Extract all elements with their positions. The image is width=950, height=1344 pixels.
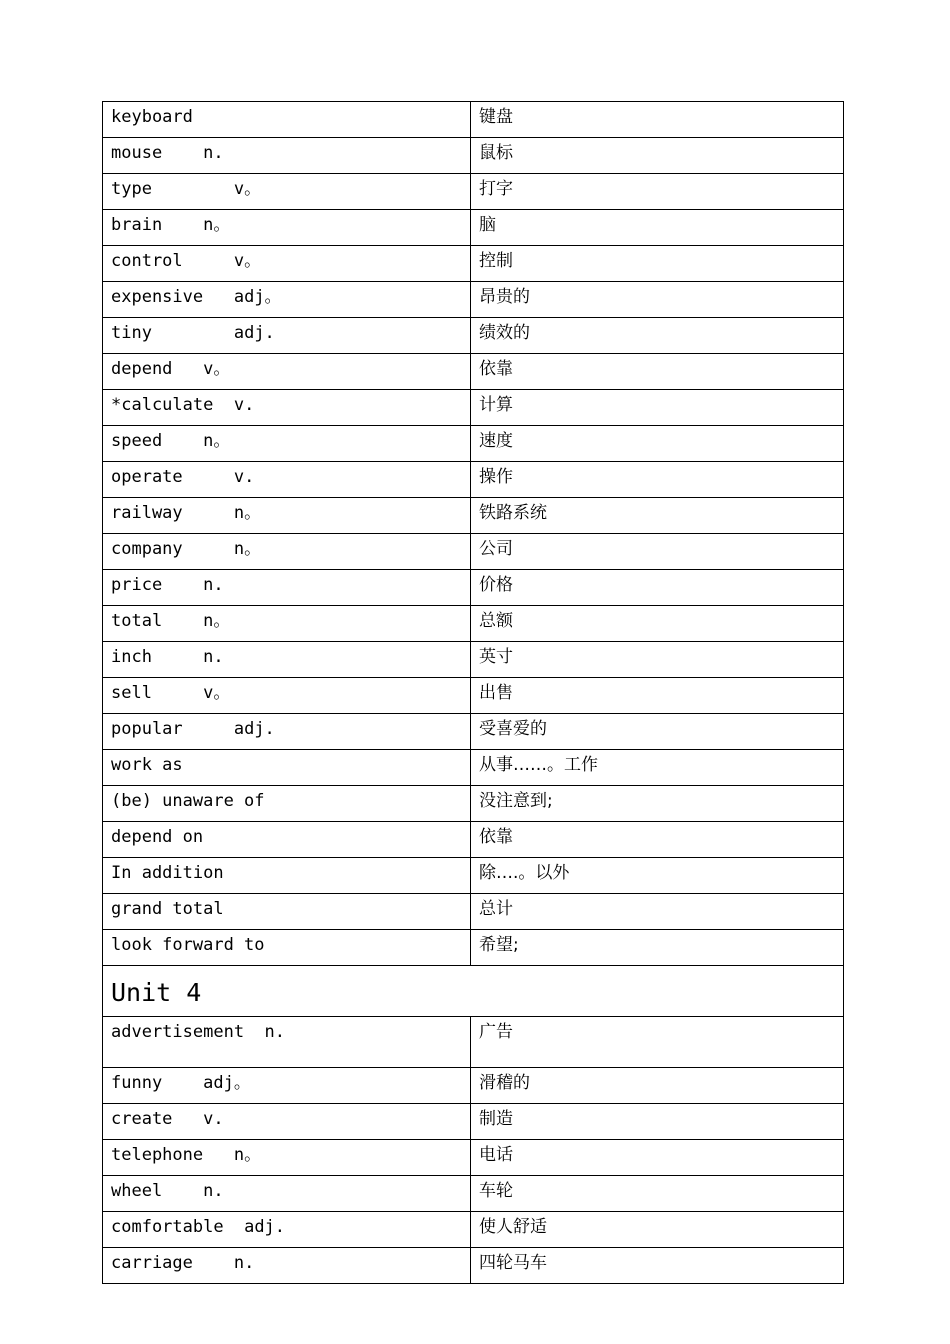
vocab-word-cell [103, 1176, 471, 1212]
vocab-part-of-speech: n。 [233, 1145, 262, 1165]
vocab-word-cell [103, 354, 471, 390]
vocab-word: (be) unaware of [111, 791, 265, 811]
vocab-meaning: 英寸 [471, 642, 844, 678]
vocab-meaning: 铁路系统 [471, 498, 844, 534]
vocab-word: inch [111, 647, 152, 667]
vocab-row [103, 318, 844, 354]
vocab-word: popular [111, 719, 183, 739]
vocab-word: depend on [111, 827, 204, 847]
vocab-part-of-speech: v。 [203, 683, 231, 703]
vocab-row [103, 606, 844, 642]
vocab-part-of-speech: adj。 [203, 1073, 251, 1093]
vocab-word-cell [103, 102, 471, 138]
vocab-meaning: 受喜爱的 [471, 714, 844, 750]
unit-heading-row [103, 966, 844, 1017]
vocab-meaning: 公司 [471, 534, 844, 570]
vocab-word: speed [111, 431, 163, 451]
vocab-meaning: 键盘 [471, 102, 844, 138]
vocab-meaning: 希望; [471, 930, 844, 966]
vocab-part-of-speech: n. [203, 143, 224, 163]
vocab-word-cell [103, 930, 471, 966]
vocab-meaning: 滑稽的 [471, 1068, 844, 1104]
vocab-word: telephone [111, 1145, 204, 1165]
vocab-word-cell [103, 894, 471, 930]
vocab-word-cell [103, 1212, 471, 1248]
vocab-meaning: 昂贵的 [471, 282, 844, 318]
vocab-word-cell [103, 426, 471, 462]
vocab-part-of-speech: v。 [203, 359, 231, 379]
unit-heading: Unit 4 [103, 966, 844, 1017]
vocab-meaning: 打字 [471, 174, 844, 210]
vocab-word: sell [111, 683, 152, 703]
vocab-row [103, 1248, 844, 1284]
vocab-row [103, 678, 844, 714]
vocab-row [103, 822, 844, 858]
vocab-word-cell [103, 1140, 471, 1176]
vocab-word: work as [111, 755, 183, 775]
vocab-word-cell [103, 390, 471, 426]
vocab-row [103, 1176, 844, 1212]
vocab-word-cell [103, 210, 471, 246]
vocab-word-cell [103, 822, 471, 858]
vocab-meaning: 鼠标 [471, 138, 844, 174]
vocab-row [103, 390, 844, 426]
vocab-row [103, 174, 844, 210]
vocab-word: funny [111, 1073, 163, 1093]
vocab-row [103, 786, 844, 822]
vocab-meaning: 速度 [471, 426, 844, 462]
vocab-part-of-speech: v. [203, 1109, 224, 1129]
vocabulary-table [102, 101, 844, 1284]
vocab-part-of-speech: v. [233, 467, 255, 487]
vocab-word-cell [103, 606, 471, 642]
vocab-word: mouse [111, 143, 163, 163]
vocab-meaning: 除….。以外 [471, 858, 844, 894]
vocab-row [103, 534, 844, 570]
vocab-meaning: 脑 [471, 210, 844, 246]
vocab-row [103, 1140, 844, 1176]
vocab-part-of-speech: adj。 [233, 287, 282, 307]
vocab-meaning: 依靠 [471, 354, 844, 390]
vocab-row [103, 894, 844, 930]
vocab-meaning: 绩效的 [471, 318, 844, 354]
vocab-word-cell [103, 714, 471, 750]
vocab-word: grand total [111, 899, 224, 919]
vocabulary-table-body [103, 102, 844, 1284]
vocab-part-of-speech: n. [203, 575, 224, 595]
vocab-word-cell [103, 642, 471, 678]
vocab-part-of-speech: n。 [233, 503, 262, 523]
vocab-word-cell [103, 174, 471, 210]
vocab-part-of-speech: n。 [203, 215, 231, 235]
vocab-word: advertisement [111, 1022, 245, 1042]
vocab-word: company [111, 539, 183, 559]
vocab-meaning: 操作 [471, 462, 844, 498]
vocab-part-of-speech: n。 [233, 539, 262, 559]
vocab-word: depend [111, 359, 173, 379]
vocab-word: comfortable [111, 1217, 224, 1237]
vocab-row [103, 1068, 844, 1104]
vocab-word: railway [111, 503, 183, 523]
vocab-word: tiny [111, 323, 152, 343]
vocab-meaning: 使人舒适 [471, 1212, 844, 1248]
vocab-meaning: 没注意到; [471, 786, 844, 822]
vocab-word-cell [103, 318, 471, 354]
vocab-meaning: 总计 [471, 894, 844, 930]
vocab-row [103, 1017, 844, 1068]
vocab-word: create [111, 1109, 173, 1129]
vocab-meaning: 从事……。工作 [471, 750, 844, 786]
vocab-meaning: 电话 [471, 1140, 844, 1176]
vocab-part-of-speech: n. [203, 647, 224, 667]
vocab-meaning: 车轮 [471, 1176, 844, 1212]
vocab-row [103, 462, 844, 498]
vocabulary-sheet [102, 101, 843, 1284]
vocab-meaning: 计算 [471, 390, 844, 426]
vocab-part-of-speech: v。 [233, 179, 262, 199]
vocab-word-cell [103, 678, 471, 714]
vocab-word: wheel [111, 1181, 163, 1201]
vocab-meaning: 广告 [471, 1017, 844, 1068]
vocab-word: carriage [111, 1253, 193, 1273]
vocab-row [103, 282, 844, 318]
vocab-word-cell [103, 498, 471, 534]
vocab-meaning: 总额 [471, 606, 844, 642]
vocab-word: price [111, 575, 163, 595]
vocab-word-cell [103, 1017, 471, 1068]
vocab-word: *calculate [111, 395, 214, 415]
vocab-meaning: 控制 [471, 246, 844, 282]
vocab-part-of-speech: n. [264, 1022, 286, 1042]
vocab-part-of-speech: adj. [233, 323, 275, 343]
vocab-row [103, 858, 844, 894]
vocab-row [103, 354, 844, 390]
vocab-row [103, 930, 844, 966]
vocab-row [103, 750, 844, 786]
vocab-word-cell [103, 462, 471, 498]
vocab-word-cell [103, 570, 471, 606]
vocab-word-cell [103, 786, 471, 822]
vocab-row [103, 138, 844, 174]
vocab-row [103, 570, 844, 606]
vocab-row [103, 102, 844, 138]
vocab-row [103, 714, 844, 750]
vocab-word: In addition [111, 863, 224, 883]
vocab-row [103, 210, 844, 246]
vocab-row [103, 498, 844, 534]
vocab-part-of-speech: n. [233, 1253, 255, 1273]
vocab-word: operate [111, 467, 183, 487]
vocab-part-of-speech: n. [203, 1181, 224, 1201]
vocab-word: look forward to [111, 935, 265, 955]
vocab-meaning: 四轮马车 [471, 1248, 844, 1284]
vocab-word-cell [103, 282, 471, 318]
vocab-word-cell [103, 1248, 471, 1284]
vocab-word: total [111, 611, 163, 631]
vocab-row [103, 642, 844, 678]
vocab-word: brain [111, 215, 163, 235]
vocab-part-of-speech: adj. [233, 719, 275, 739]
vocab-word-cell [103, 1068, 471, 1104]
vocab-word: type [111, 179, 152, 199]
vocab-meaning: 价格 [471, 570, 844, 606]
vocab-word-cell [103, 858, 471, 894]
vocab-part-of-speech: adj. [244, 1217, 286, 1237]
vocab-word: control [111, 251, 183, 271]
vocab-row [103, 426, 844, 462]
vocab-word-cell [103, 534, 471, 570]
vocab-word-cell [103, 750, 471, 786]
vocab-meaning: 制造 [471, 1104, 844, 1140]
vocab-word: expensive [111, 287, 204, 307]
vocab-word-cell [103, 138, 471, 174]
vocab-part-of-speech: v。 [233, 251, 262, 271]
vocab-meaning: 依靠 [471, 822, 844, 858]
vocab-row [103, 1104, 844, 1140]
vocab-word: keyboard [111, 107, 193, 127]
vocab-part-of-speech: n。 [203, 611, 231, 631]
vocab-word-cell [103, 246, 471, 282]
vocab-part-of-speech: v. [233, 395, 255, 415]
vocab-word-cell [103, 1104, 471, 1140]
vocab-row [103, 1212, 844, 1248]
vocab-row [103, 246, 844, 282]
vocab-part-of-speech: n。 [203, 431, 231, 451]
vocab-meaning: 出售 [471, 678, 844, 714]
